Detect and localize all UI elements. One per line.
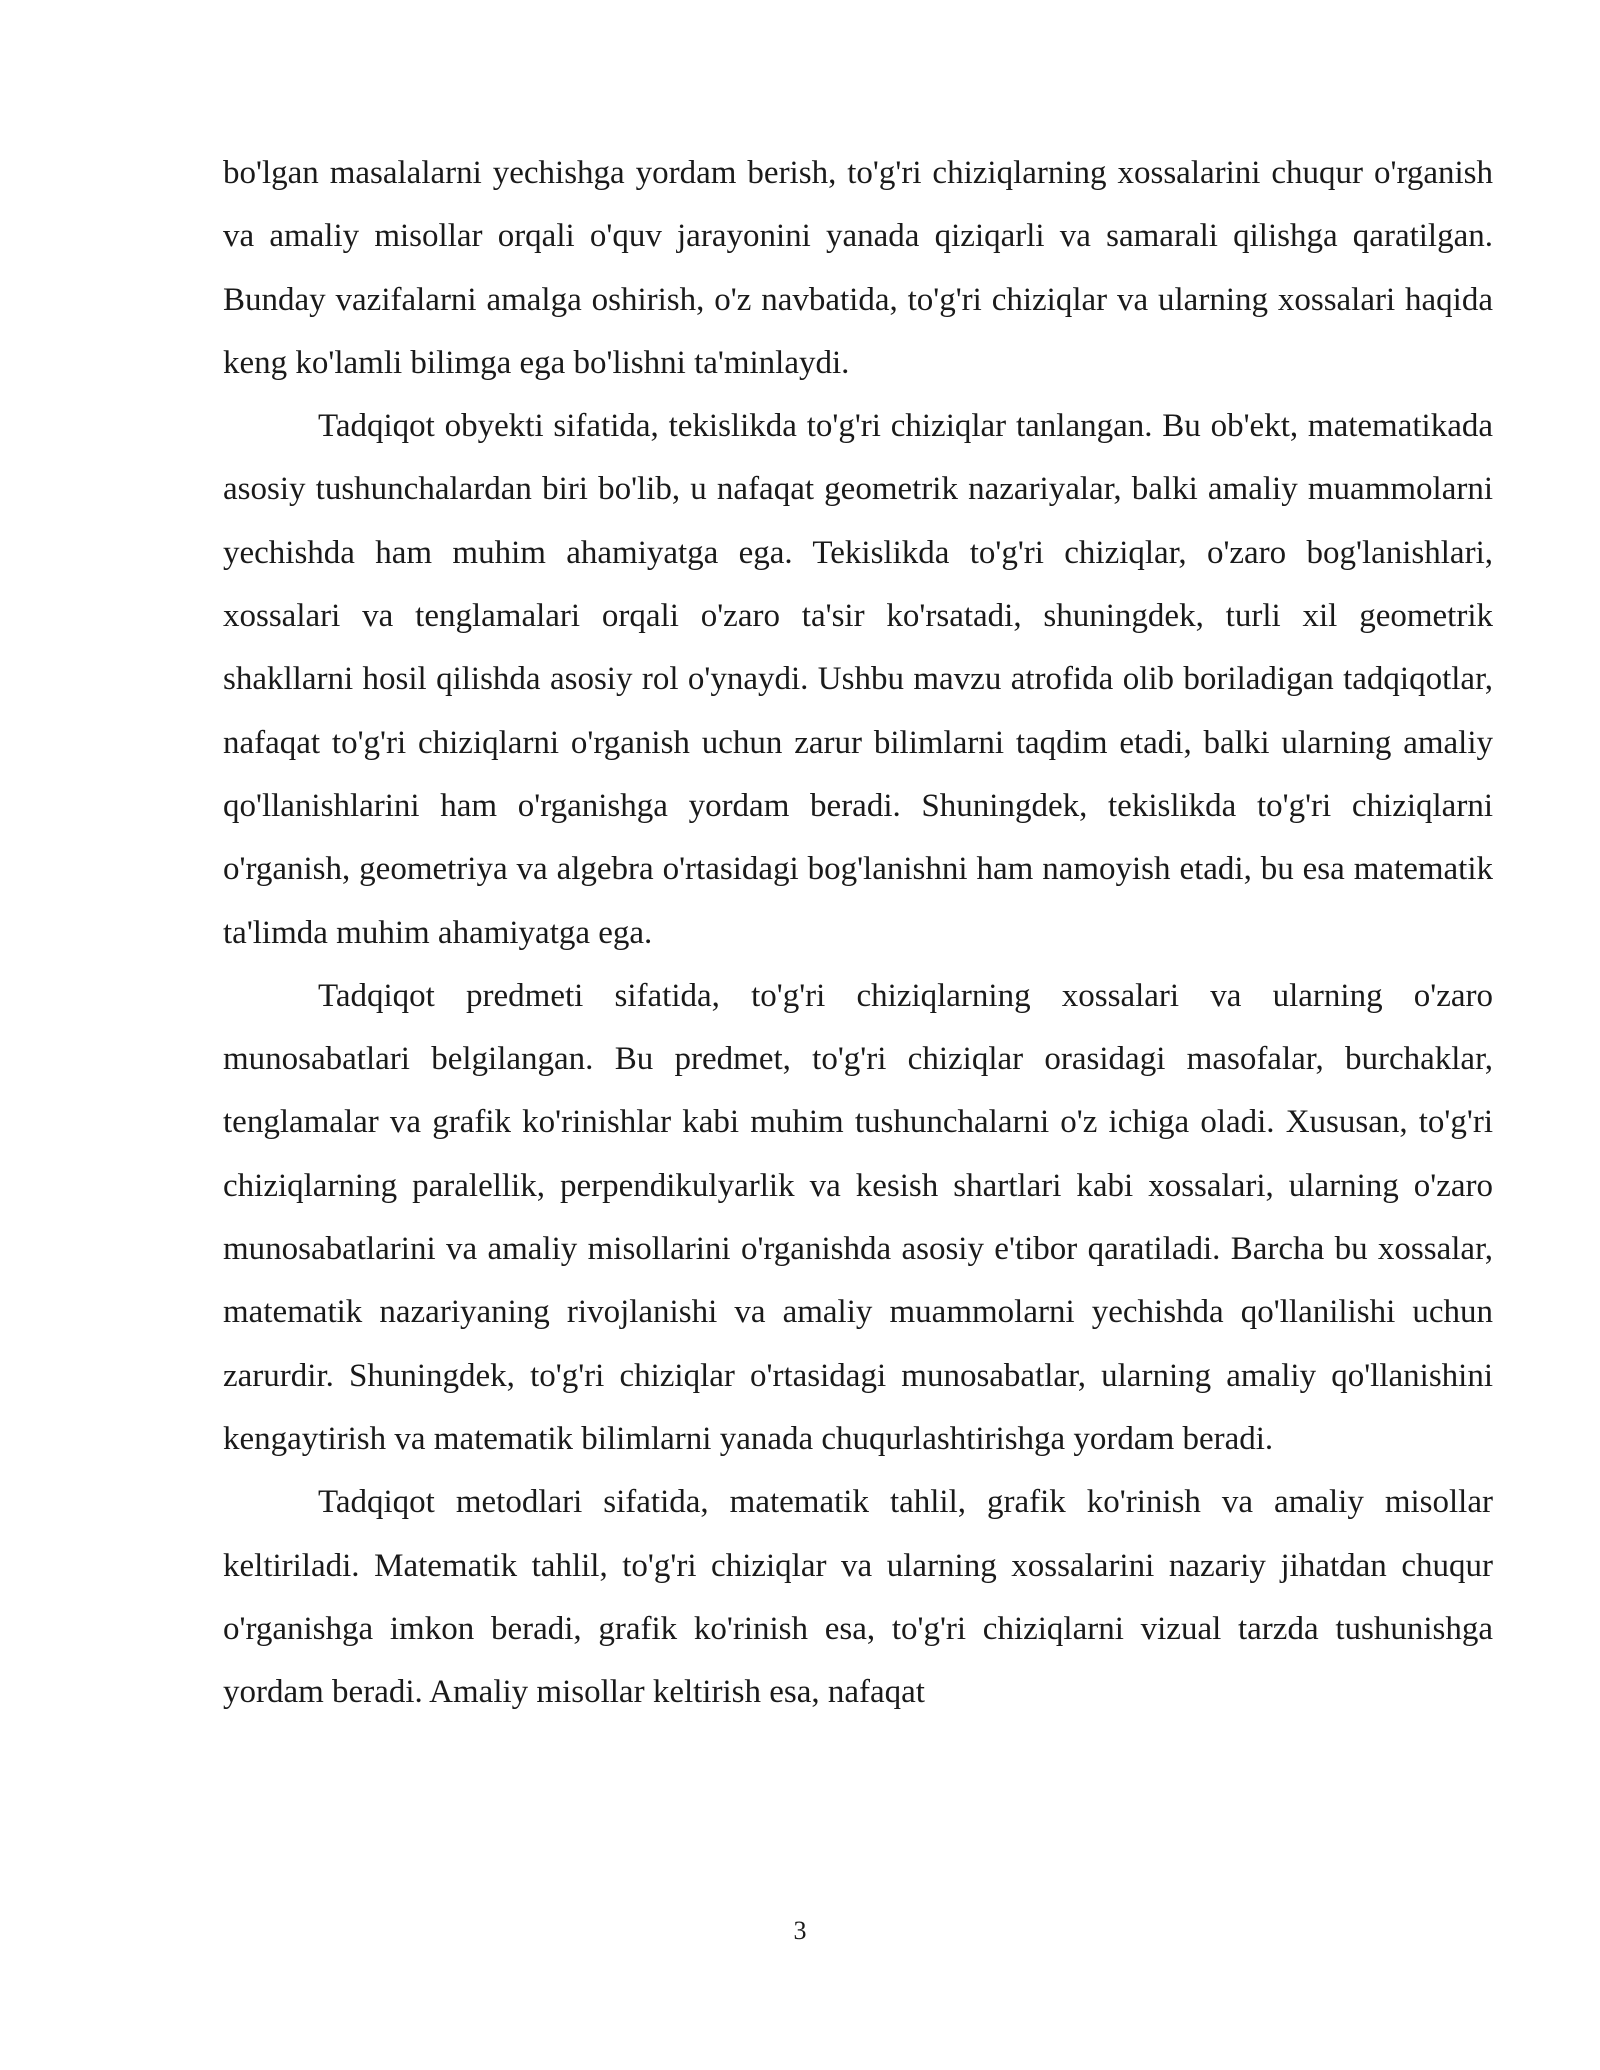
paragraph-research-methods: Tadqiqot metodlari sifatida, matematik tahlil, grafik ko'rinish va amaliy misollar keltiriladi. Matematik tahlil, to'g'ri chiziqlar va ularning xossalarini nazariy jihatdan chuqur o'rganishga imkon beradi, grafik ko'rinish esa, to'g'ri chiziqlarni vizual tarzda tushunishga yordam beradi. Amaliy misollar keltirish esa, nafaqat (223, 1484, 1493, 1711)
page-number: 3 (793, 1916, 807, 1945)
paragraph-continuation: bo'lgan masalalarni yechishga yordam berish, to'g'ri chiziqlarning xossalarini chuqur o'rganish va amaliy misollar orqali o'quv jarayonini yanada qiziqarli va samarali qilishga qaratilgan. Bunday vazifalarni amalga oshirish, o'z navbatida, to'g'ri chiziqlar va ularning xossalari haqida keng ko'lamli bilimga ega bo'lishni ta'minlaydi. (223, 155, 1493, 381)
paragraph-research-subject: Tadqiqot predmeti sifatida, to'g'ri chiziqlarning xossalari va ularning o'zaro munosabatlari belgilangan. Bu predmet, to'g'ri chiziqlar orasidagi masofalar, burchaklar, tenglamalar va grafik ko'rinishlar kabi muhim tushunchalarni o'z ichiga oladi. Xususan, to'g'ri chiziqlarning paralellik, perpendikulyarlik va kesish shartlari kabi xossalari, ularning o'zaro munosabatlarini va amaliy misollarini o'rganishda asosiy e'tibor qaratiladi. Barcha bu xossalar, matematik nazariyaning rivojlanishi va amaliy muammolarni yechishda qo'llanilishi uchun zarurdir. Shuningdek, to'g'ri chiziqlar o'rtasidagi munosabatlar, ularning amaliy qo'llanishini kengaytirish va matematik bilimlarni yanada chuqurlashtirishga yordam beradi. (223, 977, 1493, 1457)
body-text (223, 142, 1493, 1724)
paragraph-research-object: Tadqiqot obyekti sifatida, tekislikda to'g'ri chiziqlar tanlangan. Bu ob'ekt, matematikada asosiy tushunchalardan biri bo'lib, u nafaqat geometrik nazariyalar, balki amaliy muammolarni yechishda ham muhim ahamiyatga ega. Tekislikda to'g'ri chiziqlar, o'zaro bog'lanishlari, xossalari va tenglamalari orqali o'zaro ta'sir ko'rsatadi, shuningdek, turli xil geometrik shakllarni hosil qilishda asosiy rol o'ynaydi. Ushbu mavzu atrofida olib boriladigan tadqiqotlar, nafaqat to'g'ri chiziqlarni o'rganish uchun zarur bilimlarni taqdim etadi, balki ularning amaliy qo'llanishlarini ham o'rganishga yordam beradi. Shuningdek, tekislikda to'g'ri chiziqlarni o'rganish, geometriya va algebra o'rtasidagi bog'lanishni ham namoyish etadi, bu esa matematik ta'limda muhim ahamiyatga ega. (223, 408, 1493, 951)
